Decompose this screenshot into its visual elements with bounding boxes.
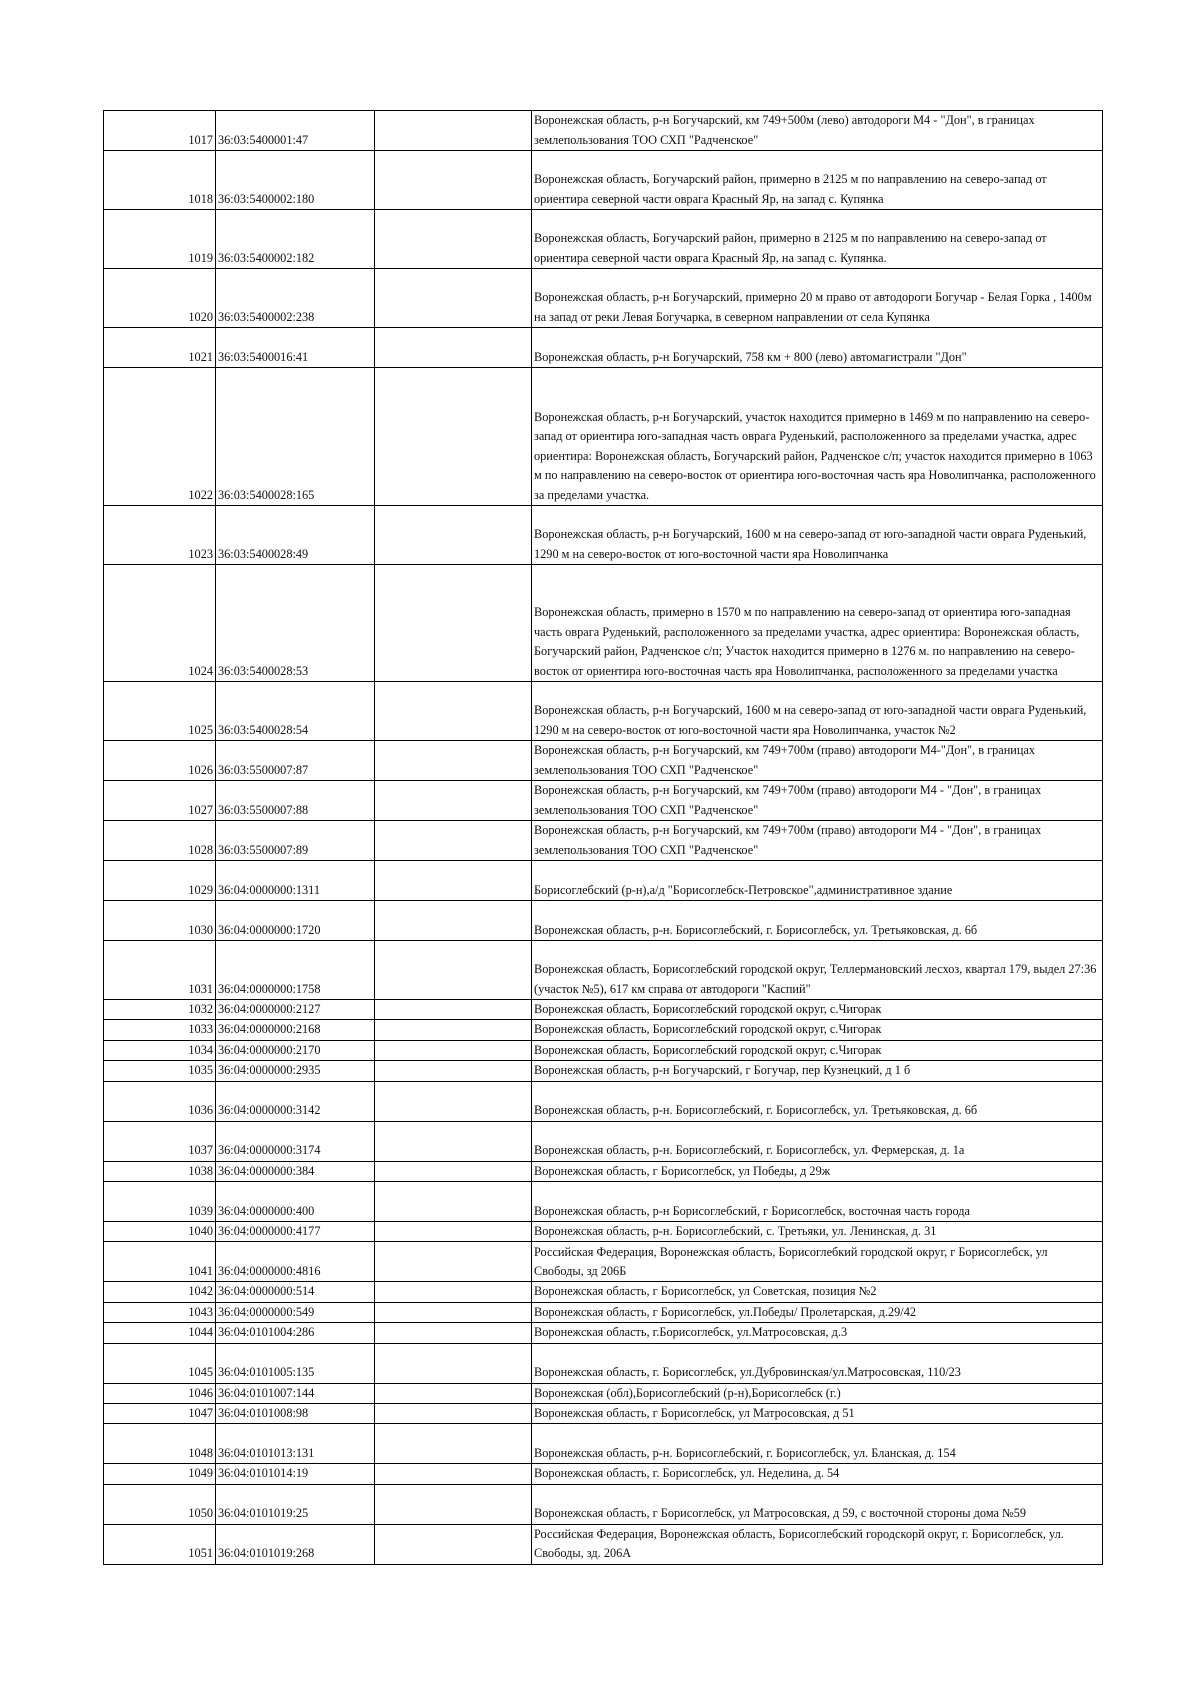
cadastral-number-cell: 36:04:0101008:98 (216, 1404, 375, 1424)
cadastral-number-cell: 36:04:0000000:514 (216, 1282, 375, 1302)
empty-cell (375, 1484, 532, 1524)
address-cell: Воронежская область, Богучарский район, примерно в 2125 м по направлению на северо-запад от ориентира северной части оврага Красный Яр, на запад с. Купянка (532, 151, 1103, 210)
table-row (104, 861, 1103, 901)
table-row (104, 1484, 1103, 1524)
row-number-cell: 1026 (104, 741, 216, 781)
cadastral-number-cell: 36:04:0000000:2168 (216, 1020, 375, 1040)
address-cell: Воронежская область, г Борисоглебск, ул Победы, д 29ж (532, 1161, 1103, 1181)
address-cell: Воронежская область, г.Борисоглебск, ул.Матросовская, д.3 (532, 1323, 1103, 1343)
table-row (104, 901, 1103, 941)
cadastral-number-cell: 36:03:5400028:165 (216, 368, 375, 506)
cadastral-number-cell: 36:03:5400028:53 (216, 565, 375, 682)
row-number-cell: 1019 (104, 210, 216, 269)
table-row (104, 1161, 1103, 1181)
cadastral-number-cell: 36:04:0000000:4177 (216, 1222, 375, 1242)
row-number-cell: 1046 (104, 1383, 216, 1403)
empty-cell (375, 111, 532, 151)
table-row (104, 682, 1103, 741)
row-number-cell: 1044 (104, 1323, 216, 1343)
table-row (104, 1000, 1103, 1020)
cadastral-number-cell: 36:03:5400016:41 (216, 328, 375, 368)
address-cell: Российская Федерация, Воронежская область, Борисоглебкий городской округ, г Борисоглебск, ул Свободы, зд 206Б (532, 1242, 1103, 1282)
address-cell: Воронежская область, р-н. Борисоглебский, г. Борисоглебск, ул. Бланская, д. 154 (532, 1424, 1103, 1464)
empty-cell (375, 1343, 532, 1383)
address-cell: Воронежская область, г Борисоглебск, ул.Победы/ Пролетарская, д.29/42 (532, 1302, 1103, 1322)
empty-cell (375, 1121, 532, 1161)
row-number-cell: 1041 (104, 1242, 216, 1282)
empty-cell (375, 941, 532, 1000)
empty-cell (375, 741, 532, 781)
cadastral-number-cell: 36:04:0101007:144 (216, 1383, 375, 1403)
table-row (104, 506, 1103, 565)
table-row (104, 111, 1103, 151)
row-number-cell: 1038 (104, 1161, 216, 1181)
table-row (104, 269, 1103, 328)
empty-cell (375, 151, 532, 210)
cadastral-number-cell: 36:04:0101019:25 (216, 1484, 375, 1524)
empty-cell (375, 1081, 532, 1121)
table-row (104, 941, 1103, 1000)
row-number-cell: 1048 (104, 1424, 216, 1464)
row-number-cell: 1027 (104, 781, 216, 821)
address-cell: Воронежская область, р-н Богучарский, 1600 м на северо-запад от юго-западной части оврага Руденький, 1290 м на северо-восток от юго-восточной части яра Новолипчанка, участок №2 (532, 682, 1103, 741)
empty-cell (375, 328, 532, 368)
cadastral-number-cell: 36:04:0000000:4816 (216, 1242, 375, 1282)
row-number-cell: 1018 (104, 151, 216, 210)
table-row (104, 1323, 1103, 1343)
row-number-cell: 1042 (104, 1282, 216, 1302)
address-cell: Воронежская область, Борисоглебский городской округ, Теллермановский лесхоз, квартал 179, выдел 27:36 (участок №5), 617 км справа от автодороги "Каспий" (532, 941, 1103, 1000)
table-row (104, 1081, 1103, 1121)
table-row (104, 821, 1103, 861)
cadastral-number-cell: 36:04:0000000:384 (216, 1161, 375, 1181)
cadastral-table (103, 110, 1103, 1565)
address-cell: Воронежская область, г Борисоглебск, ул Матросовская, д 51 (532, 1404, 1103, 1424)
table-row (104, 1242, 1103, 1282)
table-row (104, 741, 1103, 781)
empty-cell (375, 821, 532, 861)
address-cell: Воронежская область, Борисоглебский городской округ, с.Чигорак (532, 1020, 1103, 1040)
address-cell: Воронежская область, р-н Богучарский, участок находится примерно в 1469 м по направлению на северо-запад от ориентира юго-западная часть оврага Руденький, расположенного за пределами участка, адрес ориентира: Воронежская область, Богучарский район, Радченское с/п; участок находится примерно в 1063 м по направлению на северо-восток от ориентира юго-восточная часть яра Новолипчанка, расположенного за пределами участка. (532, 368, 1103, 506)
address-cell: Воронежская область, р-н Богучарский, 1600 м на северо-запад от юго-западной части оврага Руденький, 1290 м на северо-восток от юго-восточной части яра Новолипчанка (532, 506, 1103, 565)
empty-cell (375, 1524, 532, 1564)
address-cell: Воронежская (обл),Борисоглебский (р-н),Борисоглебск (г.) (532, 1383, 1103, 1403)
empty-cell (375, 1424, 532, 1464)
cadastral-number-cell: 36:03:5400002:180 (216, 151, 375, 210)
cadastral-number-cell: 36:03:5500007:87 (216, 741, 375, 781)
table-row (104, 565, 1103, 682)
row-number-cell: 1025 (104, 682, 216, 741)
cadastral-number-cell: 36:04:0000000:3142 (216, 1081, 375, 1121)
address-cell: Воронежская область, р-н Богучарский, км 749+700м (право) автодороги М4 - "Дон", в границах землепользования ТОО СХП "Радченское" (532, 821, 1103, 861)
empty-cell (375, 1020, 532, 1040)
table-row (104, 1020, 1103, 1040)
empty-cell (375, 368, 532, 506)
empty-cell (375, 682, 532, 741)
row-number-cell: 1045 (104, 1343, 216, 1383)
row-number-cell: 1036 (104, 1081, 216, 1121)
address-cell: Воронежская область, г Борисоглебск, ул Матросовская, д 59, с восточной стороны дома №59 (532, 1484, 1103, 1524)
table-row (104, 1222, 1103, 1242)
row-number-cell: 1031 (104, 941, 216, 1000)
table-row (104, 1404, 1103, 1424)
row-number-cell: 1030 (104, 901, 216, 941)
address-cell: Российская Федерация, Воронежская область, Борисоглебский городскорй округ, г. Борисоглебск, ул. Свободы, зд. 206А (532, 1524, 1103, 1564)
empty-cell (375, 1464, 532, 1484)
row-number-cell: 1040 (104, 1222, 216, 1242)
address-cell: Воронежская область, р-н Богучарский, 758 км + 800 (лево) автомагистрали "Дон" (532, 328, 1103, 368)
address-cell: Воронежская область, Богучарский район, примерно в 2125 м по направлению на северо-запад от ориентира северной части оврага Красный Яр, на запад с. Купянка. (532, 210, 1103, 269)
empty-cell (375, 901, 532, 941)
cadastral-number-cell: 36:04:0000000:1311 (216, 861, 375, 901)
cadastral-number-cell: 36:04:0000000:3174 (216, 1121, 375, 1161)
empty-cell (375, 1061, 532, 1081)
table-row (104, 1524, 1103, 1564)
row-number-cell: 1033 (104, 1020, 216, 1040)
empty-cell (375, 1242, 532, 1282)
row-number-cell: 1028 (104, 821, 216, 861)
row-number-cell: 1024 (104, 565, 216, 682)
row-number-cell: 1050 (104, 1484, 216, 1524)
address-cell: Воронежская область, Борисоглебский городской округ, с.Чигорак (532, 1040, 1103, 1060)
empty-cell (375, 1282, 532, 1302)
row-number-cell: 1047 (104, 1404, 216, 1424)
table-row (104, 1282, 1103, 1302)
row-number-cell: 1043 (104, 1302, 216, 1322)
empty-cell (375, 1040, 532, 1060)
empty-cell (375, 1404, 532, 1424)
cadastral-number-cell: 36:04:0000000:2127 (216, 1000, 375, 1020)
row-number-cell: 1022 (104, 368, 216, 506)
address-cell: Воронежская область, р-н. Борисоглебский, с. Третьяки, ул. Ленинская, д. 31 (532, 1222, 1103, 1242)
empty-cell (375, 1383, 532, 1403)
row-number-cell: 1020 (104, 269, 216, 328)
address-cell: Воронежская область, Борисоглебский городской округ, с.Чигорак (532, 1000, 1103, 1020)
cadastral-number-cell: 36:03:5400028:54 (216, 682, 375, 741)
cadastral-number-cell: 36:04:0000000:400 (216, 1182, 375, 1222)
table-row (104, 1121, 1103, 1161)
cadastral-number-cell: 36:03:5400002:182 (216, 210, 375, 269)
address-cell: Воронежская область, р-н Богучарский, г Богучар, пер Кузнецкий, д 1 б (532, 1061, 1103, 1081)
address-cell: Воронежская область, примерно в 1570 м по направлению на северо-запад от ориентира юго-западная часть оврага Руденький, расположенного за пределами участка, адрес ориентира: Воронежская область, Богучарский район, Радченское с/п; Участок находится примерно в 1276 м. по направлению на северо-восток от ориентира юго-восточная часть яра Новолипчанка, расположенного за пределами участка (532, 565, 1103, 682)
address-cell: Воронежская область, р-н Богучарский, км 749+700м (право) автодороги М4-"Дон", в границах землепользования ТОО СХП "Радченское" (532, 741, 1103, 781)
table-row (104, 1302, 1103, 1322)
table-row (104, 210, 1103, 269)
cadastral-number-cell: 36:03:5400002:238 (216, 269, 375, 328)
cadastral-number-cell: 36:03:5400028:49 (216, 506, 375, 565)
empty-cell (375, 506, 532, 565)
address-cell: Воронежская область, р-н. Борисоглебский, г. Борисоглебск, ул. Фермерская, д. 1а (532, 1121, 1103, 1161)
cadastral-number-cell: 36:04:0000000:1720 (216, 901, 375, 941)
address-cell: Воронежская область, р-н. Борисоглебский, г. Борисоглебск, ул. Третьяковская, д. 6б (532, 901, 1103, 941)
cadastral-number-cell: 36:04:0000000:549 (216, 1302, 375, 1322)
row-number-cell: 1034 (104, 1040, 216, 1060)
empty-cell (375, 1323, 532, 1343)
empty-cell (375, 1161, 532, 1181)
empty-cell (375, 269, 532, 328)
row-number-cell: 1021 (104, 328, 216, 368)
cadastral-number-cell: 36:04:0000000:2170 (216, 1040, 375, 1060)
table-row (104, 1464, 1103, 1484)
empty-cell (375, 781, 532, 821)
cadastral-number-cell: 36:04:0000000:1758 (216, 941, 375, 1000)
cadastral-number-cell: 36:04:0000000:2935 (216, 1061, 375, 1081)
cadastral-number-cell: 36:04:0101019:268 (216, 1524, 375, 1564)
table-row (104, 1383, 1103, 1403)
address-cell: Воронежская область, г. Борисоглебск, ул.Дубровинская/ул.Матросовская, 110/23 (532, 1343, 1103, 1383)
empty-cell (375, 1302, 532, 1322)
empty-cell (375, 1182, 532, 1222)
address-cell: Воронежская область, р-н Богучарский, км 749+500м (лево) автодороги М4 - "Дон", в границах землепользования ТОО СХП "Радченское" (532, 111, 1103, 151)
row-number-cell: 1049 (104, 1464, 216, 1484)
row-number-cell: 1017 (104, 111, 216, 151)
empty-cell (375, 1222, 532, 1242)
table-row (104, 328, 1103, 368)
cadastral-number-cell: 36:03:5500007:89 (216, 821, 375, 861)
empty-cell (375, 861, 532, 901)
address-cell: Борисоглебский (р-н),а/д "Борисоглебск-Петровское",административное здание (532, 861, 1103, 901)
empty-cell (375, 565, 532, 682)
row-number-cell: 1037 (104, 1121, 216, 1161)
table-row (104, 1040, 1103, 1060)
address-cell: Воронежская область, р-н Борисоглебский, г Борисоглебск, восточная часть города (532, 1182, 1103, 1222)
cadastral-number-cell: 36:03:5500007:88 (216, 781, 375, 821)
cadastral-number-cell: 36:04:0101014:19 (216, 1464, 375, 1484)
row-number-cell: 1029 (104, 861, 216, 901)
row-number-cell: 1051 (104, 1524, 216, 1564)
empty-cell (375, 210, 532, 269)
row-number-cell: 1039 (104, 1182, 216, 1222)
table-body (104, 111, 1103, 1565)
table-row (104, 781, 1103, 821)
address-cell: Воронежская область, р-н. Борисоглебский, г. Борисоглебск, ул. Третьяковская, д. 6б (532, 1081, 1103, 1121)
row-number-cell: 1023 (104, 506, 216, 565)
table-row (104, 1182, 1103, 1222)
row-number-cell: 1035 (104, 1061, 216, 1081)
address-cell: Воронежская область, г. Борисоглебск, ул. Неделина, д. 54 (532, 1464, 1103, 1484)
table-row (104, 368, 1103, 506)
address-cell: Воронежская область, р-н Богучарский, примерно 20 м право от автодороги Богучар - Белая Горка , 1400м на запад от реки Левая Богучарка, в северном направлении от села Купянка (532, 269, 1103, 328)
cadastral-number-cell: 36:04:0101013:131 (216, 1424, 375, 1464)
table-row (104, 1061, 1103, 1081)
cadastral-number-cell: 36:04:0101004:286 (216, 1323, 375, 1343)
empty-cell (375, 1000, 532, 1020)
table-row (104, 1424, 1103, 1464)
address-cell: Воронежская область, р-н Богучарский, км 749+700м (право) автодороги М4 - "Дон", в границах землепользования ТОО СХП "Радченское" (532, 781, 1103, 821)
cadastral-number-cell: 36:04:0101005:135 (216, 1343, 375, 1383)
row-number-cell: 1032 (104, 1000, 216, 1020)
table-row (104, 151, 1103, 210)
table-row (104, 1343, 1103, 1383)
address-cell: Воронежская область, г Борисоглебск, ул Советская, позиция №2 (532, 1282, 1103, 1302)
cadastral-number-cell: 36:03:5400001:47 (216, 111, 375, 151)
